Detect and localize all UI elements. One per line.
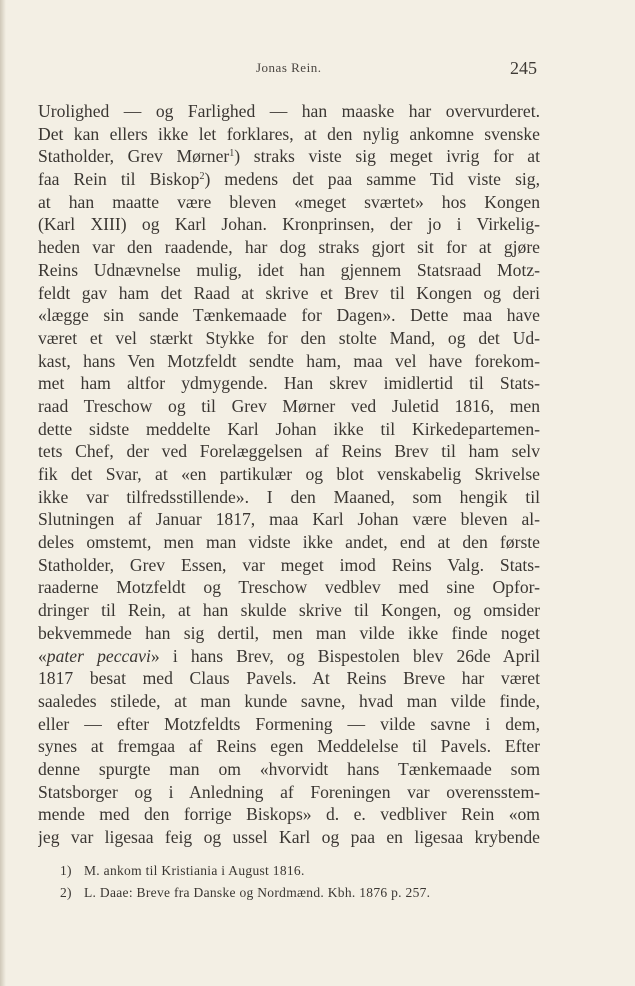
text-line: raaderne Motzfeldt og Treschow vedblev med sine Opfor- — [38, 577, 540, 598]
footnotes — [60, 860, 540, 904]
text-line: mende med den forrige Biskops» d. e. vedbliver Rein «om — [38, 804, 540, 825]
text-line: dringer til Rein, at han skulde skrive til Kongen, og omsider — [38, 600, 540, 621]
text-line: været et vel stærkt Stykke for den stolte Mand, og det Ud- — [38, 327, 540, 348]
text-fragment: ) medens det paa samme Tid viste sig, — [204, 169, 540, 190]
text-line: at han maatte være bleven «meget sværtet» hos Kongen — [38, 191, 540, 212]
page-number: 245 — [510, 58, 537, 78]
text-line: (Karl XIII) og Karl Johan. Kronprinsen, der jo i Virkelig- — [38, 214, 540, 235]
text-line: eller — efter Motzfeldts Formening — vilde savne i dem, — [38, 713, 540, 734]
text-fragment: « — [38, 645, 47, 666]
footnote-text: L. Daae: Breve fra Danske og Nordmænd. Kbh. 1876 p. 257. — [84, 885, 431, 900]
italic-phrase: pater peccavi — [46, 645, 151, 666]
text-fragment: faa Rein til Biskop — [38, 169, 200, 190]
text-line: Urolighed — og Farlighed — han maaske har overvurderet. — [38, 101, 540, 121]
footnote-ref: 1 — [229, 148, 235, 160]
running-title: Jonas Rein. — [256, 60, 322, 75]
text-line: ikke var tilfredsstillende». I den Maaned, som hengik til — [38, 486, 540, 507]
footnote-mark: 1) — [60, 863, 72, 878]
text-line: denne spurgte man om «hvorvidt hans Tænkemaade som — [38, 758, 540, 779]
text-line — [38, 168, 540, 191]
running-header — [0, 58, 635, 82]
footnote-2 — [60, 882, 540, 904]
text-line: bekvemmede han sig dertil, men man vilde ikke finde noget — [38, 622, 540, 643]
text-line: deles omstemt, men man vidste ikke andet, end at den første — [38, 532, 540, 553]
footnote-ref: 2 — [199, 171, 205, 183]
text-line: «lægge sin sande Tænkemaade for Dagen». Dette maa have — [38, 305, 540, 326]
text-line: Reins Udnævnelse mulig, idet han gjennem Statsraad Motz- — [38, 259, 540, 280]
text-line: raad Treschow og til Grev Mørner ved Juletid 1816, men — [38, 395, 540, 416]
text-line: Statsborger og i Anledning af Foreningen var overensstem- — [38, 781, 540, 802]
text-line: Det kan ellers ikke let forklares, at den nylig ankomne svenske — [38, 123, 540, 144]
text-fragment: » i hans Brev, og Bispestolen blev 26de April — [150, 645, 540, 666]
main-text — [38, 100, 540, 849]
text-line: Slutningen af Januar 1817, maa Karl Johan være bleven al- — [38, 509, 540, 530]
text-line — [38, 645, 540, 668]
text-line: jeg var ligesaa feig og ussel Karl og paa en ligesaa krybende — [38, 827, 540, 847]
text-line: heden var den raadende, har dog straks gjort sit for at gjøre — [38, 237, 540, 258]
footnote-1 — [60, 860, 540, 882]
text-line: saaledes stilede, at man kunde savne, hvad man vilde finde, — [38, 690, 540, 711]
page-edge-shadow — [0, 0, 6, 986]
text-line: feldt gav ham det Raad at skrive et Brev til Kongen og deri — [38, 282, 540, 303]
text-line: fik det Svar, at «en partikulær og blot venskabelig Skrivelse — [38, 464, 540, 484]
text-line: met ham altfor ydmygende. Han skrev imidlertid til Stats- — [38, 373, 540, 394]
footnote-mark: 2) — [60, 885, 72, 900]
text-line: synes at fremgaa af Reins egen Meddelelse til Pavels. Efter — [38, 736, 540, 757]
text-line: dette sidste meddelte Karl Johan ikke til Kirkedepartemen- — [38, 418, 540, 439]
footnote-text: M. ankom til Kristiania i August 1816. — [84, 863, 305, 878]
text-line: Statholder, Grev Essen, var meget imod Reins Valg. Stats- — [38, 554, 540, 575]
text-fragment: ) straks viste sig meget ivrig for at — [234, 146, 540, 167]
text-line — [38, 145, 540, 168]
text-line: kast, hans Ven Motzfeldt sendte ham, maa vel have forekom- — [38, 350, 540, 371]
text-fragment: Statholder, Grev Mørner — [38, 146, 230, 167]
text-line: tets Chef, der ved Forelæggelsen af Reins Brev til ham selv — [38, 441, 540, 462]
text-line: 1817 besat med Claus Pavels. At Reins Breve har været — [38, 668, 540, 689]
